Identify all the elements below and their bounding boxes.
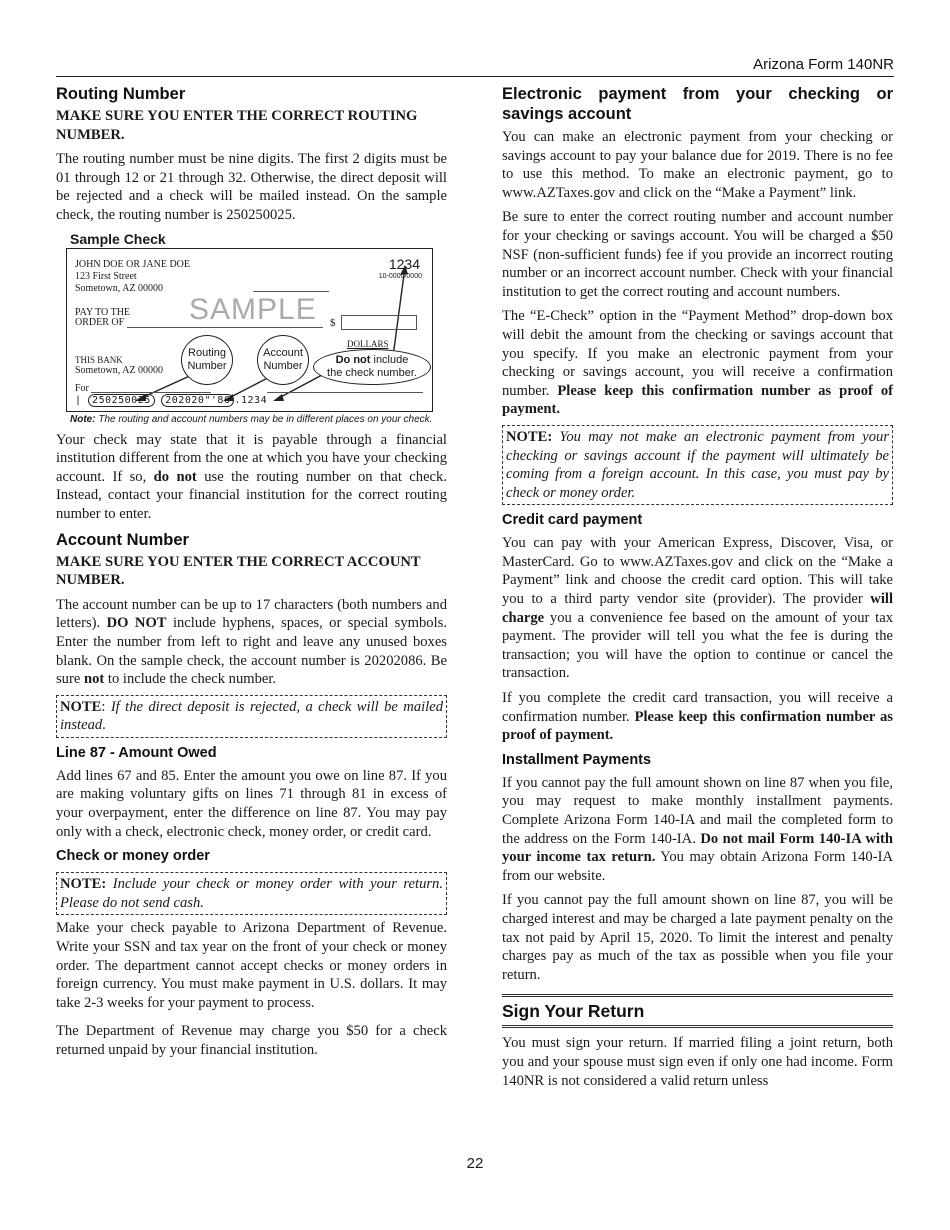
date-line [253,291,329,292]
electronic-payment-heading: Electronic payment from your checking or savings account [502,85,893,123]
payee-line [127,327,323,328]
pay-to-label-1: PAY TO THE [75,306,131,318]
amount-box [341,315,417,330]
direct-deposit-note [56,695,447,738]
caption-text: The routing and account numbers may be in different places on your check. [95,413,433,425]
note-label: NOTE: [60,876,107,893]
installment-paragraph-2: If you cannot pay the full amount shown on line 87, you will be charged interest and may be charged a late payment penalty on the tax not paid by April 15, 2020. To limit the interest and penalty charges pay as much of the tax as possible when you file your return. [502,892,893,983]
check-payable-paragraph: Make your check payable to Arizona Department of Revenue. Write your SSN and tax year on the front of your check or money order. The department cannot accept checks or money orders in foreign currency. You must make payment in U.S. dollars. It may take 2-3 weeks for your payment to process. [56,920,447,1011]
for-label: For [75,382,89,394]
note1-text: If the direct deposit is rejected, a check will be mailed instead [60,698,443,734]
check-money-order-heading: Check or money order [56,848,210,865]
header-rule [56,76,894,77]
credit-p1-bold: will charge [502,591,893,626]
sign-return-banner [502,994,893,1028]
account-bold-1: DO NOT [106,615,167,632]
installment-p1b: You may obtain Arizona Form 140-IA from our website. [502,849,893,884]
sample-check-title: Sample Check [70,230,166,247]
signature-line [267,392,423,393]
electronic-paragraph-2: Be sure to enter the correct routing number and account number for your checking or savings account. You will be charged a $50 NSF (non-sufficient funds) fee if you provide an incorrect routing number or an incorrect account number. Check with your financial institution to get the correct routing and account numbers. [502,209,893,300]
credit-card-heading: Credit card payment [502,512,643,529]
installment-p1-bold: Do not mail Form 140-IA with your income tax return. [502,830,893,866]
account-bubble-line-2: Number [263,359,303,372]
sign-return-heading: Sign Your Return [502,1001,645,1022]
memo-line [91,392,211,393]
credit-p1b: you a convenience fee based on the amount of your tax payment. The provider will tell you what the fee is during the transaction; you will have the option to continue or cancel the transaction. [502,609,893,682]
routing-number-bubble [181,335,233,385]
routing-bubble-line-1: Routing [188,346,226,359]
account-number-heading: Account Number [56,530,189,549]
note1-label: NOTE [60,698,102,715]
form-title: Arizona Form 140NR [753,56,894,73]
account-number-bubble [257,335,309,385]
pay-to-label-2: ORDER OF [75,316,125,328]
sample-watermark: SAMPLE [189,292,317,326]
routing-number-heading: Routing Number [56,85,186,103]
note-text: Include your check or money order with your return [106,876,440,893]
micr-account: 202020"'86 [161,394,234,407]
dollars-label: DOLLARS [347,338,389,349]
include-check-note [56,872,447,915]
check-number-bubble-line-2: the check number. [327,366,417,379]
check-street: 123 First Street [75,270,137,282]
installment-paragraph-1 [502,774,893,886]
caption-label: Note: [70,413,96,425]
electronic-p3-bold: Please keep this confirmation number as proof of payment. [502,382,893,418]
note1-period: . [102,717,106,734]
check-number: 1234 [388,255,420,272]
dollar-sign: $ [330,316,336,329]
account-part-2: include hyphens, spaces, or special symbols. Enter the number from left to right and leave any unused boxes blank. On the sample check, the account number is 20202086. Be sure [56,615,447,688]
routing-paragraph: The routing number must be nine digits. The first 2 digits must be 01 through 12 or 21 through 32. Otherwise, the direct deposit will be rejected and a check will be mailed instead. On the sample check, the routing number is 250250025. [56,151,447,223]
sample-check-caption [70,414,447,425]
micr-check-number: .1234 [234,394,268,406]
page-number: 22 [466,1155,484,1172]
sign-return-paragraph: You must sign your return. If married filing a joint return, both you and your spouse must sign even if only one had income. Form 140NR is not considered a valid return unless [502,1035,893,1089]
installment-p1a: If you cannot pay the full amount shown on line 87 when you file, you may request to make monthly installment payments. Complete Arizona Form 140-IA and mail the completed form to the address on the Form 140-IA. [502,774,893,847]
foreign-account-note [502,425,893,505]
returned-check-paragraph: The Department of Revenue may charge you $50 for a check returned unpaid by your financial institution. [56,1023,447,1058]
note-text-2: . Please do not send cash. [60,876,443,911]
micr-routing: 250250025 [88,394,155,407]
micr-line: | 250250025 202020"'86 .1234 [75,394,268,406]
bank-name: THIS BANK [75,354,123,365]
electronic-paragraph-1: You can make an electronic payment from your checking or savings account to pay your balance due for 2019. There is no fee to use this method. To make an electronic payment, go to www.AZTaxes.gov and click on the “Make a Payment” link. [502,129,893,201]
bank-city: Sometown, AZ 00000 [75,364,164,376]
credit-p2-bold: Please keep this confirmation number as proof of payment. [502,708,893,744]
do-not-rest: include [370,353,409,366]
note2-label: NOTE: [506,428,553,445]
routing-bubble-line-2: Number [187,359,227,372]
do-not-bold: Do not [335,353,371,366]
account-part-3: to include the check number. [104,671,277,688]
check-fraction: 10-0000/0000 [378,272,422,280]
account-caps-warning: MAKE SURE YOU ENTER THE CORRECT ACCOUNT NUMBER. [56,553,421,589]
note2-text: You may not make an electronic payment from your checking or savings account if the payment will ultimately be coming from a foreign account. In this case, you must pay by check or money order. [506,428,889,501]
line87-paragraph: Add lines 67 and 85. Enter the amount you owe on line 87. If you are making voluntary gifts on lines 71 through 81 in excess of your overpayment, enter the difference on line 87. You may pay only with a check, electronic check, money order, or credit card. [56,767,447,840]
credit-paragraph-2 [502,689,893,745]
credit-p2-text: If you complete the credit card transaction, you will receive a confirmation number. [502,690,893,725]
credit-paragraph-1 [502,534,893,683]
payable-through-paragraph [56,431,447,524]
check-number-bubble [313,349,431,385]
check-name: JOHN DOE OR JANE DOE [75,258,190,270]
line87-heading: Line 87 - Amount Owed [56,744,217,761]
account-part-1: The account number can be up to 17 characters (both numbers and letters). [56,596,447,632]
left-column [56,82,447,1066]
check-city: Sometown, AZ 00000 [75,282,164,294]
credit-p1a: You can pay with your American Express, Discover, Visa, or MasterCard. Go to www.AZTaxes.gov and click on the “Make a Payment” link and choose the credit card option. This will take you to a third party vendor site (provider). The provider [502,535,893,608]
sample-check-figure [66,248,433,412]
electronic-p3-text: The “E-Check” option in the “Payment Method” drop-down box will debit the amount from the checking or savings account that you specify. If you make an electronic payment from your checking or savings account, you will receive a confirmation number. [502,308,893,399]
account-bold-2: not [83,671,105,688]
electronic-paragraph-3 [502,307,893,419]
note1-colon: : [101,698,106,715]
checknum-micr-arrowhead [273,394,284,401]
payable-through-bold: do not [153,468,197,485]
payable-through-part-2: use the routing number on that check. Instead, contact your financial institution for the correct routing number to enter. [56,468,447,522]
right-column [502,82,893,1096]
installment-heading: Installment Payments [502,751,652,768]
account-bubble-line-1: Account [263,346,303,359]
account-paragraph [56,596,447,689]
routing-caps-warning: MAKE SURE YOU ENTER THE CORRECT ROUTING NUMBER. [56,108,418,143]
payable-through-part-1: Your check may state that it is payable through a financial institution different from the one at which you have your checking account. If so, [56,431,447,485]
